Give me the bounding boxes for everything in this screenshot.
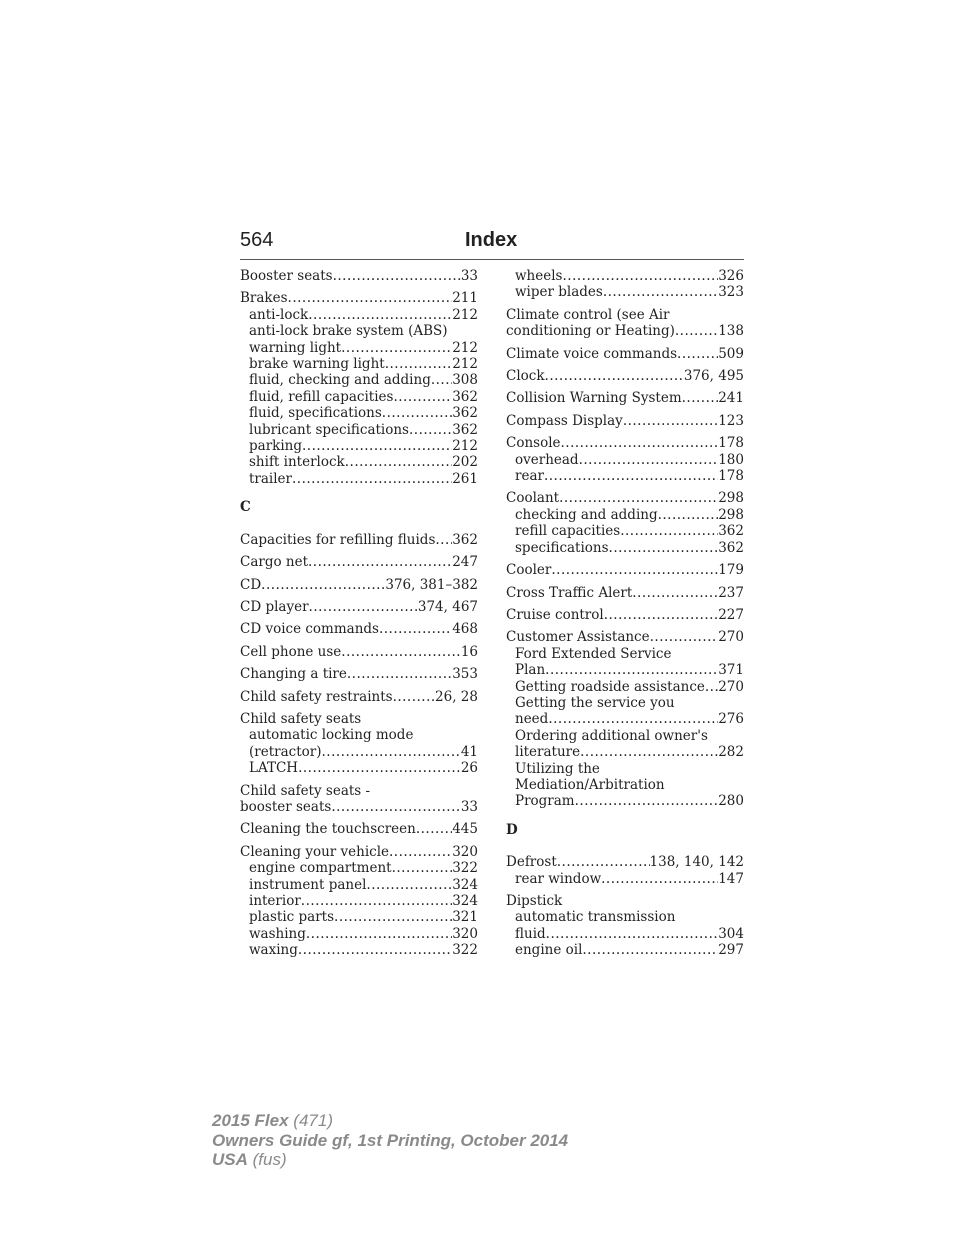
dot-leader: [632, 585, 718, 601]
index-term: Cleaning the touchscreen: [240, 821, 416, 838]
dot-leader: [557, 854, 650, 870]
dot-leader: [409, 422, 452, 438]
dot-leader: [579, 452, 719, 468]
dot-leader: [333, 268, 461, 284]
index-page-ref: 241: [718, 390, 744, 407]
index-page-ref: 371: [718, 662, 744, 679]
index-line: [240, 844, 478, 860]
index-entry: [240, 689, 478, 705]
index-entry-dipstick: [506, 893, 744, 959]
index-page-ref: 362: [452, 388, 478, 405]
index-page-ref: 468: [452, 621, 478, 638]
index-line: [506, 435, 744, 451]
index-line: [240, 760, 478, 776]
index-line: [506, 679, 744, 695]
dot-leader: [705, 679, 718, 695]
index-term: Cooler: [506, 562, 552, 579]
footer-model: 2015 Flex: [212, 1111, 289, 1130]
footer-market-code: (fus): [252, 1150, 287, 1169]
dot-leader: [298, 760, 461, 776]
index-term: Customer Assistance: [506, 629, 650, 646]
index-line: [506, 909, 744, 925]
index-term: plastic parts: [249, 909, 335, 926]
index-term: conditioning or Heating): [506, 323, 675, 340]
index-line: [240, 577, 478, 593]
index-term: specifications: [515, 539, 609, 556]
index-term: brake warning light: [249, 356, 385, 373]
index-column-right: [506, 268, 744, 965]
index-entry: [240, 821, 478, 837]
dot-leader: [559, 490, 718, 506]
index-entry: [506, 268, 744, 301]
index-page-ref: 297: [718, 942, 744, 959]
index-line: [506, 468, 744, 484]
index-term: fluid, checking and adding: [249, 372, 431, 389]
index-term: wiper blades: [515, 284, 603, 301]
index-term: need: [515, 711, 549, 728]
index-line: [240, 860, 478, 876]
index-term: Getting the service you: [515, 694, 675, 711]
index-line: [240, 389, 478, 405]
index-line: [240, 356, 478, 372]
index-term: LATCH: [249, 760, 299, 777]
index-page-ref: 323: [718, 284, 744, 301]
dot-leader: [561, 435, 719, 451]
index-term: Cross Traffic Alert: [506, 584, 633, 601]
index-term: rear: [515, 468, 544, 485]
dot-leader: [334, 909, 452, 925]
index-entry-brakes: [240, 290, 478, 487]
index-entry-cleaning: [240, 844, 478, 959]
index-page-ref: 212: [452, 356, 478, 373]
index-term: parking: [249, 438, 302, 455]
dot-leader: [347, 666, 452, 682]
index-line: [506, 646, 744, 662]
index-line: [240, 689, 478, 705]
index-line: [240, 268, 478, 284]
dot-leader: [331, 799, 461, 815]
index-line: [240, 471, 478, 487]
dot-leader: [677, 346, 718, 362]
index-page-ref: 376, 495: [683, 368, 744, 385]
dot-leader: [546, 926, 719, 942]
dot-leader: [650, 629, 719, 645]
index-page-ref: 237: [718, 584, 744, 601]
index-line: [506, 942, 744, 958]
index-line: [506, 562, 744, 578]
dot-leader: [341, 644, 461, 660]
dot-leader: [658, 507, 719, 523]
index-page-ref: 362: [452, 421, 478, 438]
index-term: Program: [515, 793, 575, 810]
index-page-ref: 374, 467: [417, 598, 478, 615]
section-letter-c: C: [240, 499, 251, 516]
index-line: [506, 629, 744, 645]
dot-leader: [544, 468, 718, 484]
dot-leader: [308, 554, 452, 570]
index-term: Compass Display: [506, 412, 623, 429]
index-entry: [506, 390, 744, 406]
index-line: [240, 942, 478, 958]
index-term: Booster seats: [240, 268, 333, 284]
footer-guide: Owners Guide gf, 1st Printing, October 2014: [212, 1130, 569, 1150]
index-page-ref: 212: [452, 339, 478, 356]
index-page-ref: 320: [452, 843, 478, 860]
index-line: [240, 799, 478, 815]
index-line: [506, 926, 744, 942]
index-entry: [506, 413, 744, 429]
index-term: CD: [240, 576, 262, 593]
index-term: trailer: [249, 470, 293, 487]
index-page-ref: 353: [452, 666, 478, 683]
index-term: engine compartment: [249, 860, 392, 877]
dot-leader: [298, 942, 452, 958]
index-page-ref: 376, 381–382: [385, 576, 478, 593]
index-term: Capacities for refilling fluids: [240, 531, 436, 548]
index-page-ref: 320: [452, 925, 478, 942]
index-term: anti-lock brake system (ABS): [249, 323, 448, 340]
index-page-ref: 308: [452, 372, 478, 389]
index-line: [240, 644, 478, 660]
index-page-ref: 362: [718, 523, 744, 540]
index-entry: [506, 562, 744, 578]
index-term: fluid, refill capacities: [249, 388, 394, 405]
index-line: [240, 599, 478, 615]
dot-leader: [431, 372, 452, 388]
index-term: Cell phone use: [240, 643, 342, 660]
dot-leader: [416, 821, 452, 837]
index-term: Changing a tire: [240, 666, 347, 683]
index-entry: [506, 368, 744, 384]
index-entry: [506, 307, 744, 340]
dot-leader: [261, 577, 385, 593]
index-term: Cruise control: [506, 606, 604, 623]
index-term: Mediation/Arbitration: [515, 776, 665, 793]
index-page-ref: 280: [718, 793, 744, 810]
index-line: [240, 711, 478, 727]
dot-leader: [620, 523, 718, 539]
index-term: interior: [249, 893, 301, 909]
index-page-ref: 270: [718, 678, 744, 695]
index-line: [506, 761, 744, 777]
index-term: refill capacities: [515, 523, 621, 540]
index-entry: [506, 346, 744, 362]
index-term: Plan: [515, 662, 546, 679]
index-page-ref: 16: [460, 643, 478, 660]
index-term: Climate voice commands: [506, 345, 678, 362]
page-number: 564: [240, 229, 274, 251]
index-page-ref: 322: [452, 942, 478, 959]
index-entry: [506, 607, 744, 623]
index-term: Dipstick: [506, 893, 563, 909]
footer-market: USA: [212, 1150, 248, 1169]
index-page-ref: 445: [452, 821, 478, 838]
dot-leader: [545, 662, 718, 678]
index-line: [240, 621, 478, 637]
index-term: CD voice commands: [240, 621, 379, 638]
index-line: [240, 454, 478, 470]
index-page-ref: 26: [460, 760, 478, 777]
index-line: [506, 390, 744, 406]
index-page-ref: 33: [460, 798, 478, 815]
index-term: automatic locking mode: [249, 727, 414, 744]
footer-model-code: (471): [293, 1111, 333, 1130]
index-entry-customer-assistance: [506, 629, 744, 809]
index-line: [240, 727, 478, 743]
dot-leader: [301, 893, 452, 909]
index-line: [506, 268, 744, 284]
index-entry: [240, 666, 478, 682]
index-page-ref: 362: [718, 539, 744, 556]
index-term: Console: [506, 435, 561, 452]
index-term: Getting roadside assistance: [515, 678, 705, 695]
dot-leader: [392, 860, 453, 876]
index-page-ref: 138: [718, 323, 744, 340]
dot-leader: [389, 844, 452, 860]
index-page-ref: 324: [452, 893, 478, 909]
dot-leader: [604, 607, 719, 623]
index-page-ref: 276: [718, 711, 744, 728]
index-line: [506, 523, 744, 539]
index-page-ref: 178: [718, 435, 744, 452]
index-line: [506, 368, 744, 384]
index-entry: [240, 554, 478, 570]
index-line: [240, 783, 478, 799]
dot-leader: [379, 621, 452, 637]
dot-leader: [366, 877, 452, 893]
index-page-ref: 147: [718, 870, 744, 887]
index-line: [240, 532, 478, 548]
index-term: Defrost: [506, 854, 557, 871]
dot-leader: [609, 540, 719, 556]
index-entry-console: [506, 435, 744, 484]
dot-leader: [308, 307, 452, 323]
index-page-ref: 324: [452, 876, 478, 893]
index-term: Ford Extended Service: [515, 645, 672, 662]
index-term: washing: [249, 925, 306, 942]
index-line: [240, 323, 478, 339]
index-term: Clock: [506, 368, 545, 385]
section-letter-d: D: [506, 821, 518, 838]
index-page-ref: 304: [718, 925, 744, 942]
dot-leader: [682, 390, 719, 406]
index-term: wheels: [515, 268, 563, 284]
index-line: [506, 413, 744, 429]
dot-leader: [675, 323, 718, 339]
index-term: fluid: [515, 925, 546, 942]
index-page-ref: 282: [718, 744, 744, 761]
index-page-ref: 211: [452, 290, 478, 307]
index-term: booster seats: [240, 798, 332, 815]
index-line: [240, 666, 478, 682]
index-term: anti-lock: [249, 306, 309, 323]
dot-leader: [382, 405, 452, 421]
index-line: [240, 926, 478, 942]
index-term: Cleaning your vehicle: [240, 843, 390, 860]
index-line: [240, 909, 478, 925]
index-line: [506, 662, 744, 678]
index-page-ref: 362: [452, 531, 478, 548]
index-line: [240, 422, 478, 438]
index-page-ref: 322: [452, 860, 478, 877]
index-line: [506, 711, 744, 727]
index-page-ref: 227: [718, 606, 744, 623]
index-line: [506, 346, 744, 362]
index-line: [506, 307, 744, 323]
index-line: [506, 490, 744, 506]
dot-leader: [551, 562, 718, 578]
dot-leader: [321, 744, 460, 760]
index-term: rear window: [515, 870, 602, 887]
index-term: fluid, specifications: [249, 405, 382, 422]
index-line: [506, 607, 744, 623]
index-entry: [240, 532, 478, 548]
index-entry: [240, 783, 478, 816]
page-footer: [212, 1111, 568, 1170]
index-line: [506, 585, 744, 601]
index-page-ref: 298: [718, 506, 744, 523]
index-page-ref: 178: [718, 468, 744, 485]
page-title: Index: [465, 229, 518, 251]
index-line: [240, 877, 478, 893]
dot-leader: [548, 711, 718, 727]
index-line: [506, 744, 744, 760]
index-term: Coolant: [506, 490, 560, 507]
dot-leader: [288, 290, 453, 306]
index-entry: [240, 268, 478, 284]
index-term: Utilizing the: [515, 760, 600, 777]
index-page-ref: 179: [718, 562, 744, 579]
dot-leader: [393, 389, 452, 405]
index-line: [506, 793, 744, 809]
index-page-ref: 33: [460, 268, 478, 284]
index-line: [240, 893, 478, 909]
index-term: instrument panel: [249, 876, 367, 893]
dot-leader: [292, 471, 452, 487]
index-page-ref: 261: [452, 470, 478, 487]
index-entry: [506, 585, 744, 601]
index-term: Ordering additional owner's: [515, 727, 708, 744]
dot-leader: [309, 599, 418, 615]
index-term: warning light: [249, 339, 342, 356]
index-line: [506, 893, 744, 909]
index-term: (retractor): [249, 743, 322, 760]
index-line: [506, 871, 744, 887]
index-page-ref: 326: [718, 268, 744, 284]
index-line: [506, 284, 744, 300]
dot-leader: [393, 689, 435, 705]
dot-leader: [302, 438, 452, 454]
dot-leader: [623, 413, 718, 429]
dot-leader: [580, 744, 718, 760]
index-line: [506, 728, 744, 744]
index-page-ref: 26, 28: [435, 688, 478, 705]
index-line: [240, 744, 478, 760]
dot-leader: [341, 340, 452, 356]
index-column-left: [240, 268, 478, 965]
index-page-ref: 212: [452, 306, 478, 323]
index-line: [506, 854, 744, 870]
index-page-ref: 298: [718, 490, 744, 507]
index-page-ref: 123: [718, 412, 744, 429]
index-term: Child safety restraints: [240, 688, 393, 705]
index-term: checking and adding: [515, 506, 658, 523]
dot-leader: [575, 793, 719, 809]
index-line: [240, 290, 478, 306]
dot-leader: [435, 532, 452, 548]
index-term: automatic transmission: [515, 909, 676, 926]
index-line: [240, 307, 478, 323]
index-page-ref: 41: [460, 743, 478, 760]
index-term: engine oil: [515, 942, 583, 959]
dot-leader: [562, 268, 718, 284]
index-entry: [240, 599, 478, 615]
index-line: [240, 340, 478, 356]
index-term: Brakes: [240, 290, 288, 307]
index-page-ref: 270: [718, 629, 744, 646]
index-page-ref: 180: [718, 451, 744, 468]
index-line: [240, 821, 478, 837]
index-line: [240, 554, 478, 570]
index-line: [240, 372, 478, 388]
index-page-ref: 138, 140, 142: [649, 854, 744, 871]
index-line: [506, 695, 744, 711]
index-line: [506, 540, 744, 556]
index-term: waxing: [249, 942, 298, 959]
index-line: [240, 405, 478, 421]
index-line: [240, 438, 478, 454]
index-term: literature: [515, 744, 581, 761]
dot-leader: [582, 942, 718, 958]
index-entry: [240, 621, 478, 637]
index-term: overhead: [515, 451, 579, 468]
index-term: lubricant specifications: [249, 421, 409, 438]
index-entry-defrost: [506, 854, 744, 887]
dot-leader: [385, 356, 453, 372]
index-term: shift interlock: [249, 454, 345, 471]
dot-leader: [545, 368, 684, 384]
index-page-ref: 321: [452, 909, 478, 926]
index-entry: [240, 577, 478, 593]
index-term: Collision Warning System: [506, 390, 682, 407]
index-line: [506, 452, 744, 468]
dot-leader: [603, 284, 718, 300]
index-term: Child safety seats -: [240, 782, 371, 799]
index-page-ref: 509: [718, 345, 744, 362]
index-line: [506, 507, 744, 523]
index-entry: [240, 644, 478, 660]
index-term: Climate control (see Air: [506, 306, 670, 323]
index-page-ref: 362: [452, 405, 478, 422]
index-term: Cargo net: [240, 554, 309, 571]
index-entry-coolant: [506, 490, 744, 556]
index-page-ref: 247: [452, 554, 478, 571]
dot-leader: [345, 454, 452, 470]
index-page-ref: 202: [452, 454, 478, 471]
dot-leader: [306, 926, 452, 942]
index-term: Child safety seats: [240, 710, 362, 727]
page-header: [240, 229, 744, 260]
index-page-ref: 212: [452, 438, 478, 455]
index-line: [506, 777, 744, 793]
dot-leader: [601, 871, 718, 887]
index-line: [506, 323, 744, 339]
index-entry-child-safety-seats: [240, 711, 478, 777]
index-term: CD player: [240, 598, 309, 615]
